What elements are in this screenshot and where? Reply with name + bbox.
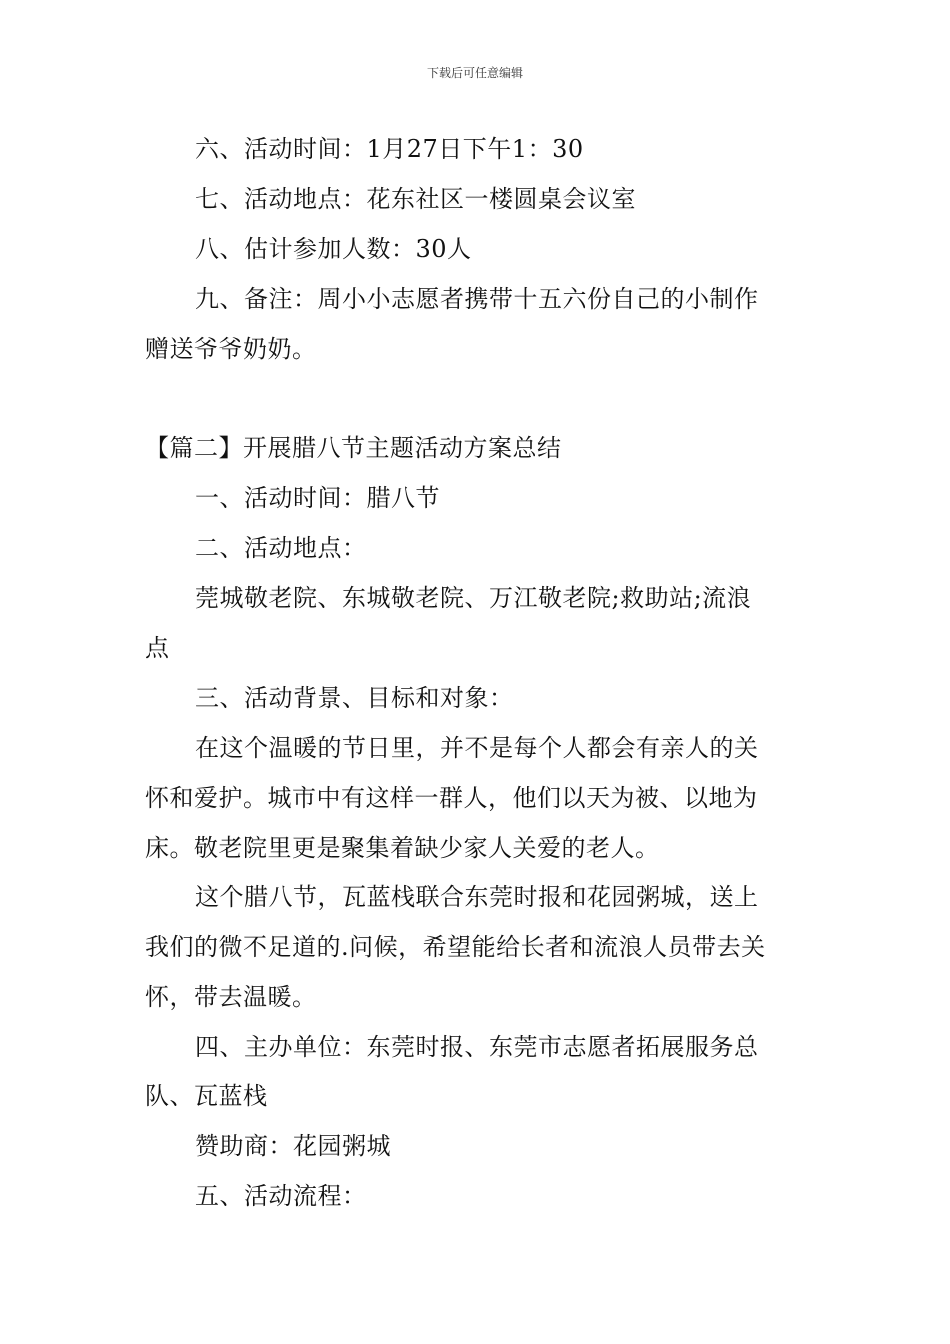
article-2-title: 【篇二】开展腊八节主题活动方案总结 [145,434,562,462]
section-5-process: 五、活动流程： [195,1182,367,1210]
section-3-background: 三、活动背景、目标和对象： [195,684,514,712]
paragraph-2-line-3: 怀，带去温暖。 [145,983,317,1011]
section-4-organizers: 四、主办单位：东莞时报、东莞市志愿者拓展服务总 [195,1033,759,1061]
section-8-attendees: 八、估计参加人数：30人 [195,235,472,263]
paragraph-1-line-2: 怀和爱护。城市中有这样一群人，他们以天为被、以地为 [145,784,758,812]
section-1-time: 一、活动时间：腊八节 [195,484,440,512]
paragraph-1-line-1: 在这个温暖的节日里，并不是每个人都会有亲人的关 [195,734,759,762]
section-6-time: 六、活动时间：1月27日下午1：30 [195,135,584,163]
section-2-location: 二、活动地点： [195,534,367,562]
location-list-cont: 点 [145,634,170,662]
sponsor: 赞助商：花园粥城 [195,1132,391,1160]
page-header: 下载后可任意编辑 [426,66,523,80]
section-4-organizers-cont: 队、瓦蓝栈 [145,1082,268,1110]
paragraph-2-line-2: 我们的微不足道的.问候，希望能给长者和流浪人员带去关 [145,933,766,961]
section-7-location: 七、活动地点：花东社区一楼圆桌会议室 [195,185,636,213]
paragraph-1-line-3: 床。敬老院里更是聚集着缺少家人关爱的老人。 [145,834,660,862]
location-list: 莞城敬老院、东城敬老院、万江敬老院;救助站;流浪 [195,584,752,612]
paragraph-2-line-1: 这个腊八节，瓦蓝栈联合东莞时报和花园粥城，送上 [195,883,759,911]
section-9-notes: 九、备注：周小小志愿者携带十五六份自己的小制作 [195,285,759,313]
section-9-notes-cont: 赠送爷爷奶奶。 [145,335,317,363]
